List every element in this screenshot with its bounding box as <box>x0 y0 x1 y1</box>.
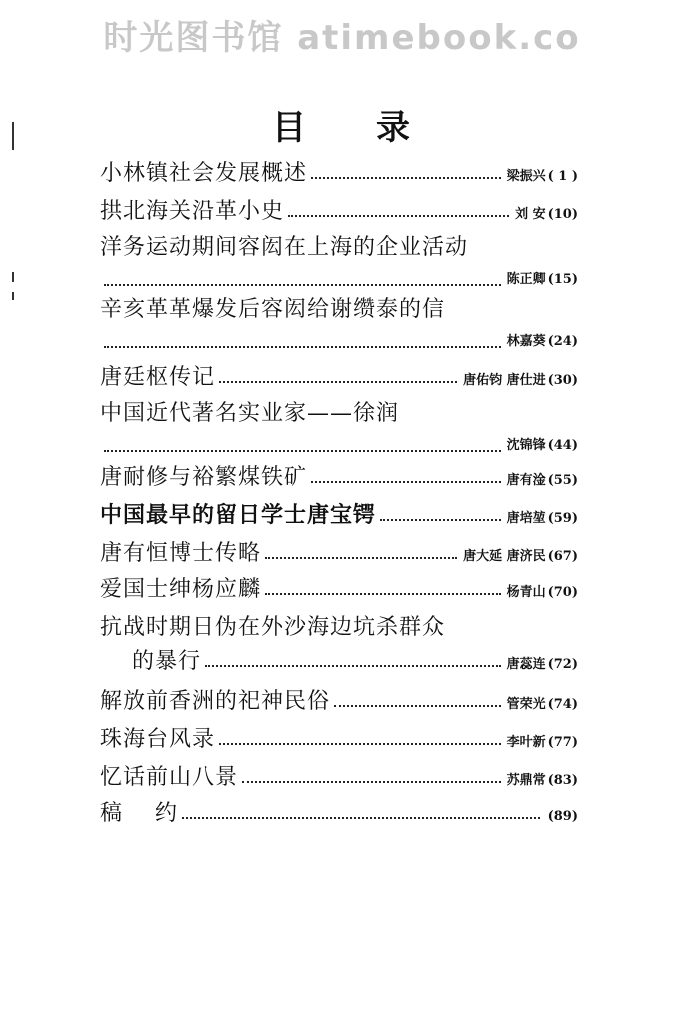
dot-leader <box>334 704 501 707</box>
toc-row <box>100 330 578 354</box>
toc-entry <box>100 536 578 570</box>
entry-page: (15) <box>547 272 578 287</box>
toc-entry <box>100 684 578 718</box>
dot-leader <box>219 742 501 745</box>
dot-leader <box>311 480 501 483</box>
margin-mark <box>12 122 14 150</box>
toc-row <box>100 644 578 678</box>
entry-page: (55) <box>547 473 578 488</box>
dot-leader <box>380 518 501 521</box>
toc-entry <box>100 610 578 678</box>
entry-author: 梁振兴 <box>506 169 546 184</box>
entry-author: 刘 安 <box>515 207 546 222</box>
toc-row <box>100 230 578 264</box>
entry-page: (72) <box>547 657 578 672</box>
toc-entry <box>100 460 578 494</box>
entry-title: 洋务运动期间容闳在上海的企业活动 <box>100 235 469 260</box>
toc-row <box>100 610 578 644</box>
entry-title: 辛亥革革爆发后容闳给谢缵泰的信 <box>100 297 446 322</box>
toc-row <box>100 434 578 458</box>
toc-row <box>100 292 578 326</box>
toc-row <box>100 396 578 430</box>
dot-leader <box>104 345 501 348</box>
toc-row <box>100 684 578 718</box>
toc-entry <box>100 498 578 532</box>
entry-page: (24) <box>547 334 578 349</box>
entry-page: (59) <box>547 511 578 526</box>
toc-entry <box>100 572 578 606</box>
entry-author: 唐有淦 <box>506 473 546 488</box>
toc-row <box>100 268 578 292</box>
entry-title: 唐耐修与裕繁煤铁矿 <box>100 465 308 490</box>
entry-author: 苏鼎常 <box>506 773 546 788</box>
entry-title: 小林镇社会发展概述 <box>100 161 308 186</box>
entry-title: 抗战时期日伪在外沙海边坑杀群众 <box>100 615 446 640</box>
dot-leader <box>265 592 501 595</box>
entry-page: (77) <box>547 735 578 750</box>
toc-entry <box>100 722 578 756</box>
entry-title-continuation: 的暴行 <box>132 649 202 674</box>
toc-row <box>100 572 578 606</box>
toc-entry <box>100 796 578 830</box>
dot-leader <box>205 664 501 667</box>
entry-page: (30) <box>547 373 578 388</box>
toc-row <box>100 360 578 394</box>
entry-author: 唐佑钧 唐仕进 <box>463 373 546 388</box>
entry-page: (10) <box>547 207 578 222</box>
dot-leader <box>242 780 501 783</box>
entry-title: 解放前香洲的祀神民俗 <box>100 689 331 714</box>
dot-leader <box>182 816 540 819</box>
toc-row <box>100 760 578 794</box>
toc-entry <box>100 292 578 354</box>
entry-title: 忆话前山八景 <box>100 765 239 790</box>
entry-page: (70) <box>547 585 578 600</box>
entry-page: (74) <box>547 697 578 712</box>
watermark: 时光图书馆 atimebook.co <box>103 18 581 58</box>
toc-row <box>100 498 578 532</box>
entry-author: 杨青山 <box>506 585 546 600</box>
toc-entry <box>100 156 578 190</box>
entry-title: 唐有恒博士传略 <box>100 541 262 566</box>
entry-author: 唐蕊连 <box>506 657 546 672</box>
dot-leader <box>104 283 501 286</box>
entry-author: 唐大延 唐济民 <box>463 549 546 564</box>
toc-entry <box>100 396 578 458</box>
dot-leader <box>219 380 457 383</box>
entry-author: 管荣光 <box>506 697 546 712</box>
entry-author: 沈锦锋 <box>506 438 546 453</box>
toc-entry <box>100 194 578 228</box>
entry-author: 李叶新 <box>506 735 546 750</box>
entry-title: 稿 约 <box>100 801 178 826</box>
entry-page: (83) <box>547 773 578 788</box>
dot-leader <box>265 556 457 559</box>
toc-entry <box>100 760 578 794</box>
entry-page: (89) <box>547 809 578 824</box>
dot-leader <box>104 449 501 452</box>
entry-author: 林嘉葵 <box>506 334 546 349</box>
entry-page: ( 1 ) <box>547 169 578 184</box>
entry-page: (67) <box>547 549 578 564</box>
entry-title: 珠海台风录 <box>100 727 216 752</box>
entry-author: 唐培堃 <box>506 511 546 526</box>
entry-title: 拱北海关沿革小史 <box>100 199 285 224</box>
entry-title: 爱国士绅杨应麟 <box>100 577 262 602</box>
toc-row <box>100 536 578 570</box>
entry-title: 中国最早的留日学士唐宝锷 <box>100 502 377 528</box>
margin-mark <box>12 292 14 300</box>
entry-title: 唐廷枢传记 <box>100 365 216 390</box>
toc-row <box>100 156 578 190</box>
margin-mark <box>12 272 14 282</box>
dot-leader <box>311 176 501 179</box>
toc-row <box>100 460 578 494</box>
toc-row <box>100 796 578 830</box>
toc-row <box>100 194 578 228</box>
toc-entry <box>100 230 578 292</box>
entry-title: 中国近代著名实业家——徐润 <box>100 401 400 426</box>
entry-page: (44) <box>547 438 578 453</box>
toc-row <box>100 722 578 756</box>
dot-leader <box>288 214 509 217</box>
toc-entry <box>100 360 578 394</box>
toc-title: 目录 <box>272 108 480 148</box>
entry-author: 陈正卿 <box>506 272 546 287</box>
